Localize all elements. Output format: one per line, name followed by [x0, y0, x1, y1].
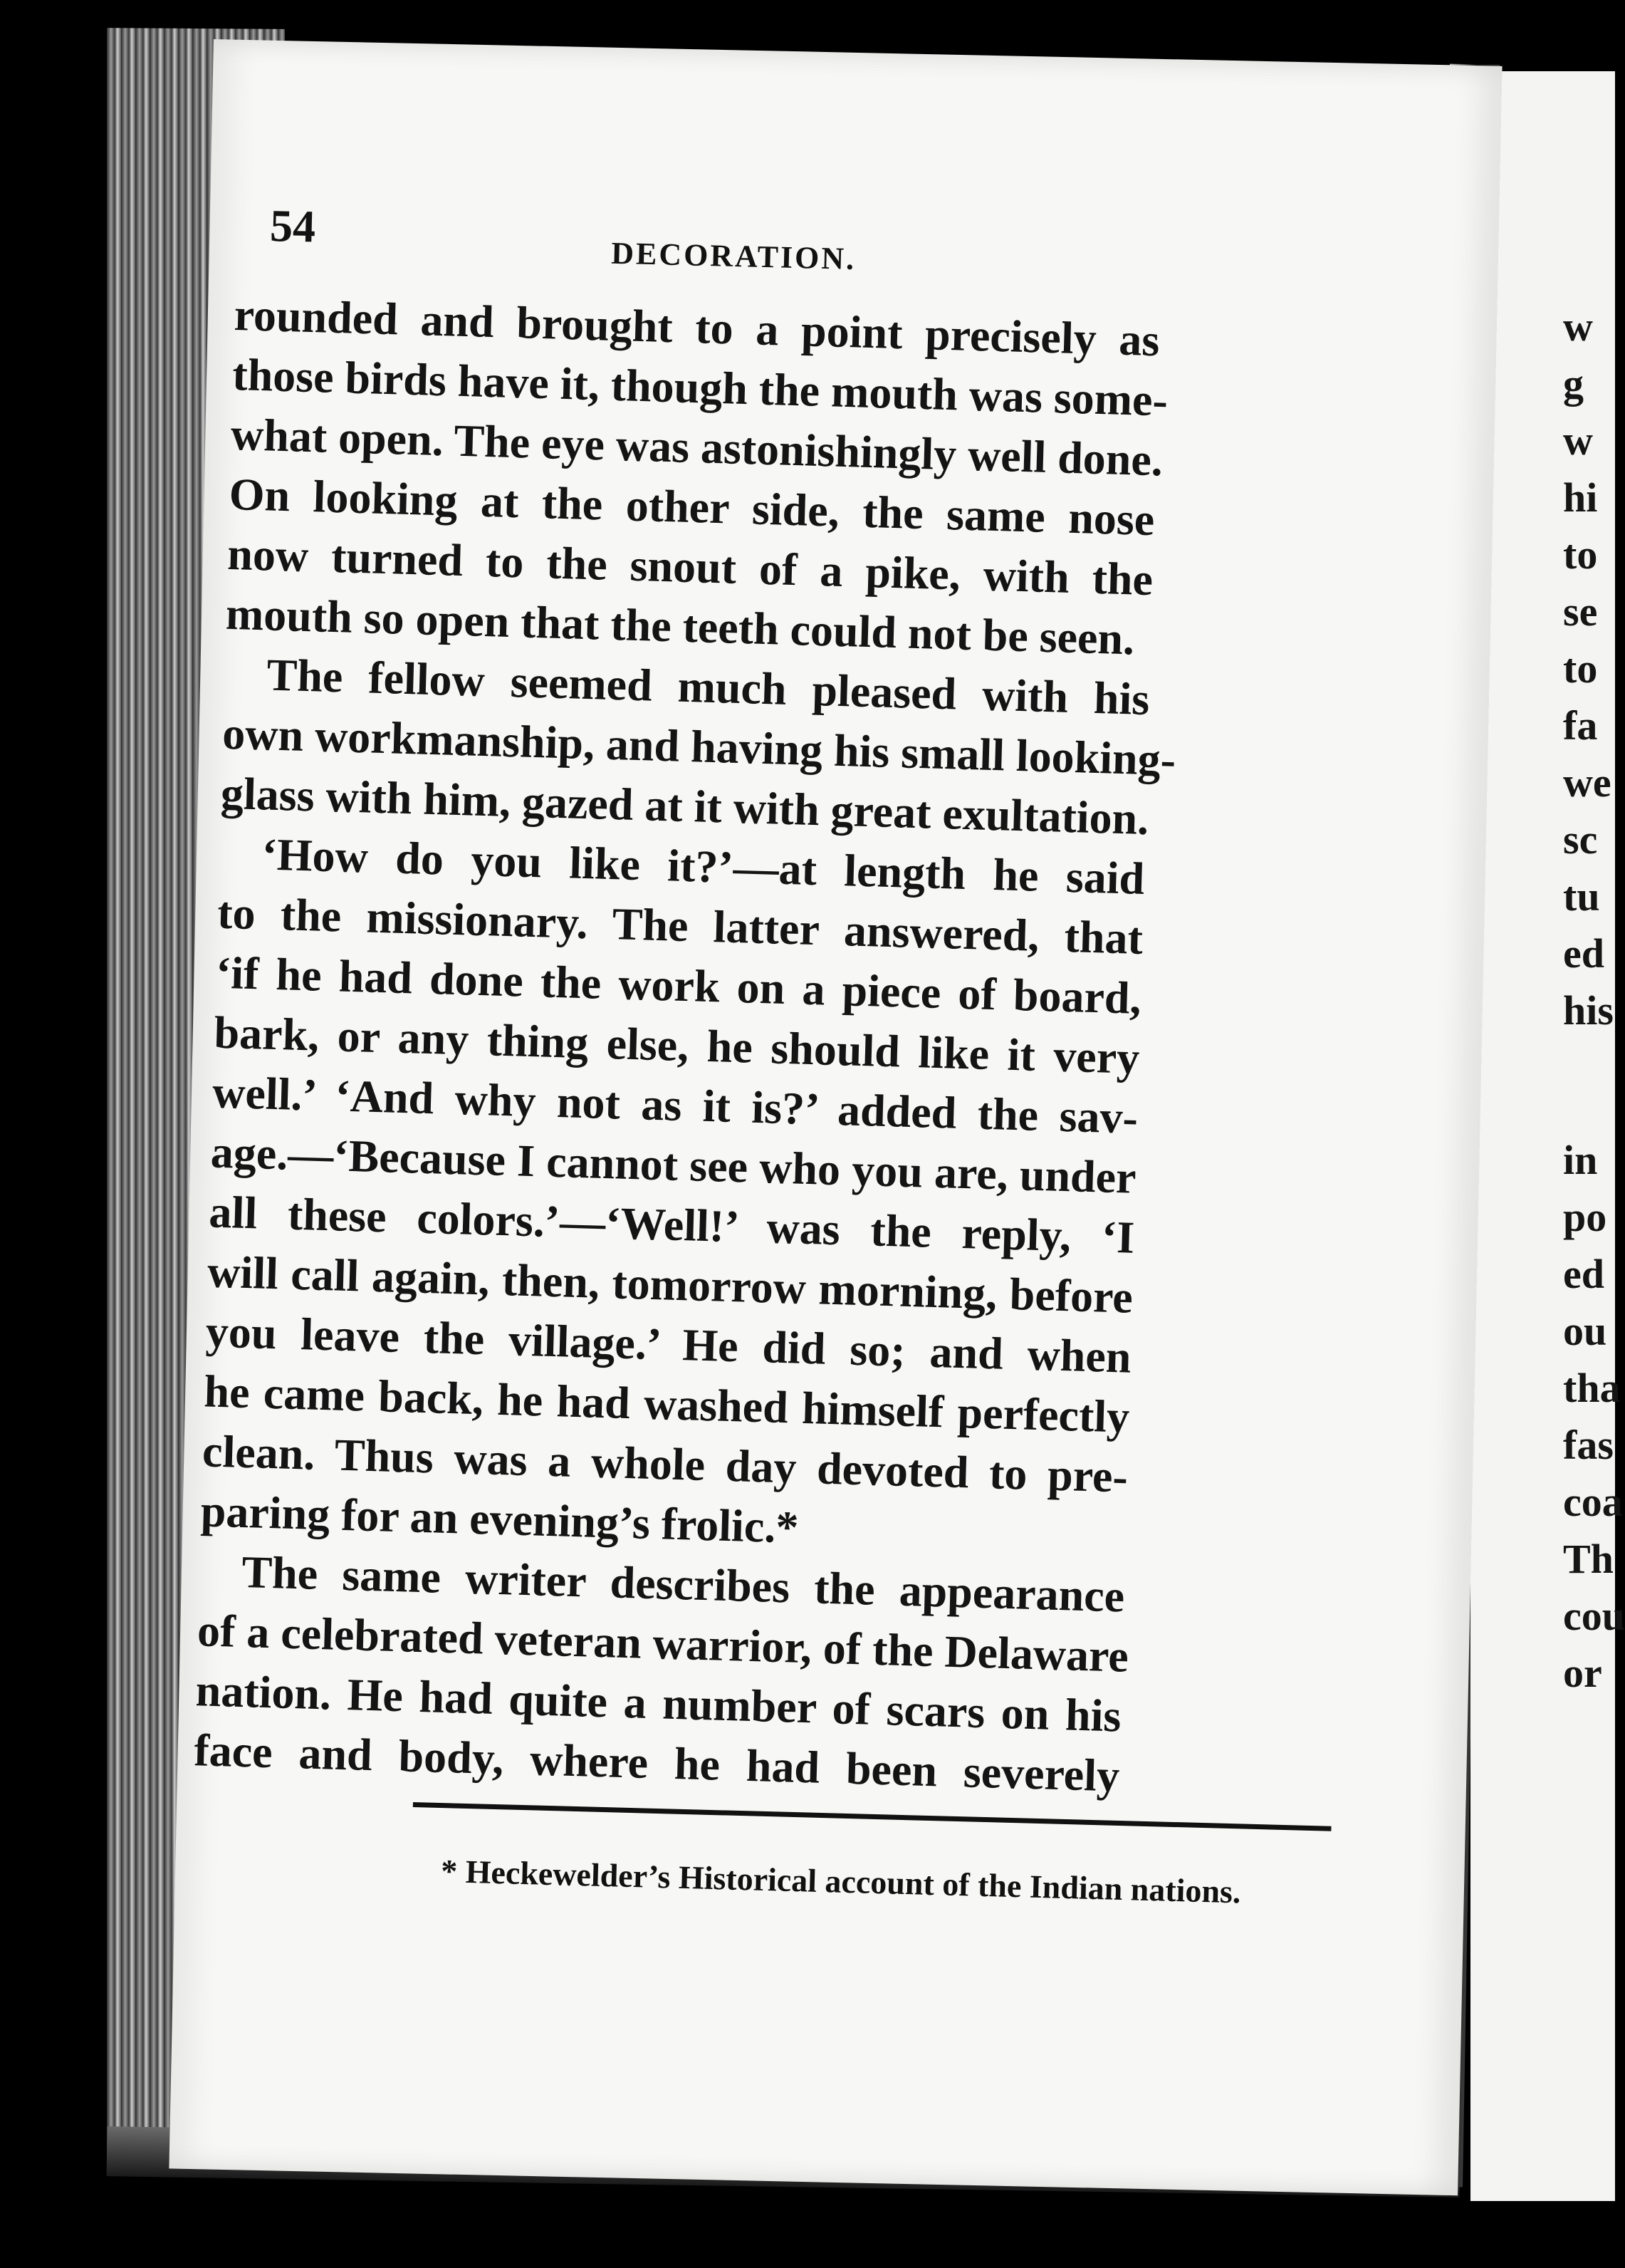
text-line: will call again, then, tomorrow morning, before [207, 1246, 1134, 1323]
facing-page-fragment: cou [1563, 1593, 1625, 1639]
facing-page-fragment: po [1563, 1194, 1607, 1240]
facing-page-fragment: to [1563, 645, 1598, 692]
text-line: glass with him, gazed at it with great exultation. [220, 767, 1150, 845]
text-line: to the missionary. The latter answered, that [216, 887, 1144, 964]
text-line: well.’ ‘And why not as it is?’ added the sav- [211, 1066, 1139, 1143]
text-line: of a celebrated veteran warrior, of the Delaware [197, 1605, 1129, 1682]
text-line: now turned to the snout of a pike, with the [226, 528, 1154, 605]
facing-page-fragment: ed [1563, 930, 1604, 977]
text-line: The same writer describes the appearance [241, 1546, 1126, 1622]
facing-page-fragment: se [1563, 588, 1598, 635]
facing-page-fragment: coa [1563, 1479, 1623, 1525]
facing-page-fragment: we [1563, 759, 1611, 806]
facing-page-fragment: his [1563, 987, 1614, 1034]
text-line: nation. He had quite a number of scars on his [194, 1665, 1122, 1742]
text-line: The fellow seemed much pleased with his [266, 649, 1151, 725]
facing-page-fragment: tu [1563, 873, 1600, 920]
facing-page-fragment: sc [1563, 816, 1598, 863]
text-line: bark, or any thing else, he should like it very [213, 1006, 1141, 1083]
running-title: DECORATION. [610, 235, 857, 277]
text-line: ‘How do you like it?’—at length he said [261, 828, 1146, 904]
facing-page-fragment: fas [1563, 1422, 1614, 1468]
facing-page-fragment: ed [1563, 1251, 1604, 1297]
text-line: clean. Thus was a whole day devoted to pre- [202, 1425, 1129, 1502]
footnote: * Heckewelder’s Historical account of the Indian nations. [440, 1852, 1242, 1910]
facing-page-fragment: g [1563, 360, 1584, 407]
body-text [193, 285, 1431, 1814]
page-number: 54 [269, 199, 316, 252]
facing-page-fragment: Th [1563, 1536, 1614, 1582]
facing-page-fragment: fa [1563, 702, 1598, 749]
facing-page-fragment: to [1563, 531, 1598, 578]
text-line: own workmanship, and having his small looking- [221, 707, 1176, 786]
text-line: he came back, he had washed himself perfectly [203, 1366, 1131, 1442]
facing-page-fragment: w [1563, 417, 1593, 464]
text-line: ‘if he had done the work on a piece of board, [215, 947, 1142, 1024]
facing-page-fragment: or [1563, 1650, 1602, 1696]
facing-page-fragment: tha [1563, 1365, 1621, 1411]
text-line: what open. The eye was astonishingly well done. [230, 408, 1164, 486]
text-line: rounded and brought to a point precisely as [233, 288, 1161, 366]
text-line: those birds have it, though the mouth was some- [231, 348, 1169, 426]
text-line: all these colors.’—‘Well!’ was the reply, ‘I [208, 1186, 1136, 1263]
text-line: age.—‘Because I cannot see who you are, under [210, 1126, 1137, 1203]
facing-page-fragment: hi [1563, 474, 1598, 521]
text-line: you leave the village.’ He did so; and when [204, 1306, 1132, 1383]
facing-page-fragment: in [1563, 1137, 1598, 1183]
facing-page-fragment: w [1563, 303, 1593, 350]
text-line: face and body, where he had been severely [193, 1725, 1121, 1801]
text-line: mouth so open that the teeth could not be seen. [225, 588, 1136, 665]
text-line: On looking at the other side, the same nose [228, 468, 1156, 546]
text-line: paring for an evening’s frolic.* [199, 1485, 800, 1553]
facing-page-fragment: ou [1563, 1308, 1607, 1354]
